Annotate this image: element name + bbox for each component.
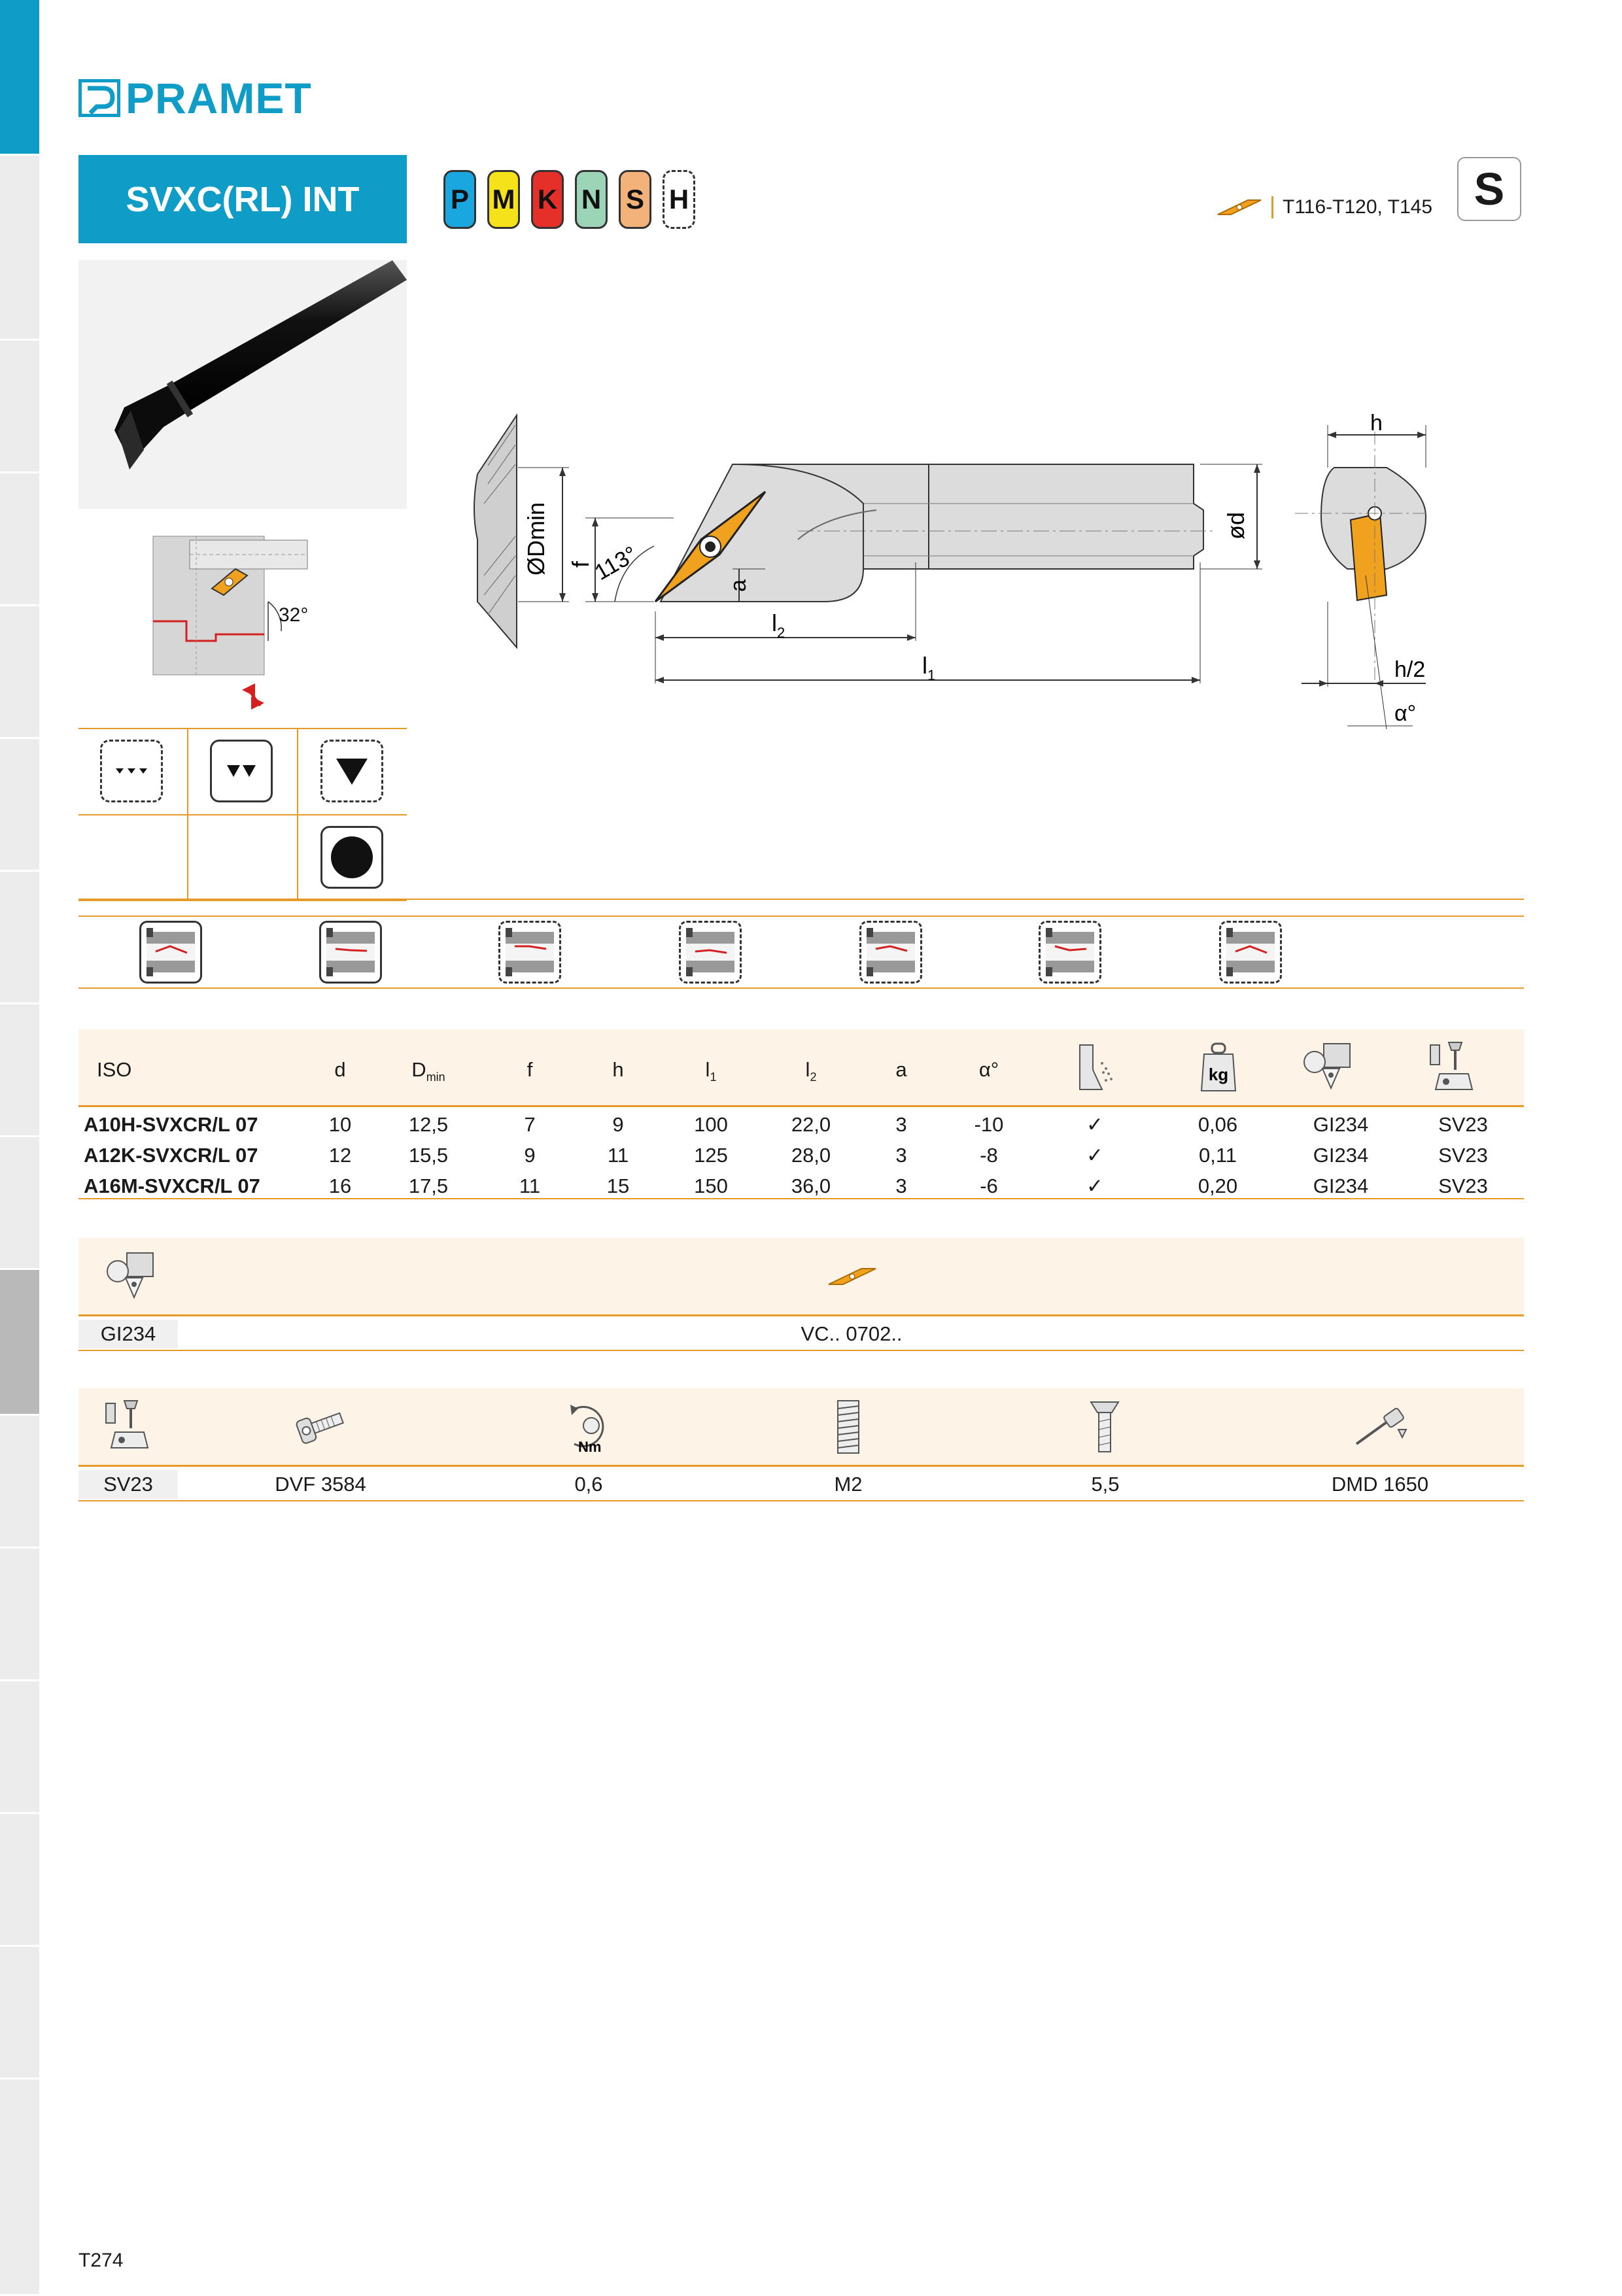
col-l1-label: l	[705, 1058, 710, 1081]
table-cell-f: 11	[519, 1174, 541, 1197]
table-cell-l2: 36,0	[791, 1174, 831, 1197]
grid-line	[78, 728, 407, 729]
table-cell-l1: 150	[694, 1174, 728, 1197]
col-l1-sub: 1	[710, 1071, 717, 1084]
table-bottom-rule	[78, 1198, 1524, 1199]
separator	[1271, 196, 1273, 218]
side-tab	[0, 341, 39, 473]
alpha-dimension-label: α°	[1394, 701, 1417, 726]
d-dimension-label: ød	[1222, 511, 1249, 540]
brand-logo	[78, 73, 312, 123]
table-cell-coolant: ✓	[1086, 1144, 1103, 1167]
insert-shape-icon	[1216, 197, 1262, 217]
page-number: T274	[78, 2250, 124, 2271]
key-value: DMD 1650	[1331, 1473, 1429, 1496]
col-l2	[806, 1058, 817, 1084]
svg-text:l2	[772, 609, 785, 641]
coolant-icon	[1076, 1044, 1115, 1091]
side-tab	[0, 1681, 39, 1814]
table-cell-coolant: ✓	[1086, 1113, 1103, 1136]
brand-name: PRAMET	[126, 74, 312, 122]
a-dimension-label: a	[726, 579, 751, 592]
table-cell-a: 3	[895, 1144, 907, 1167]
taper-bore-icon	[679, 921, 742, 984]
table-cell-alpha: -8	[980, 1144, 998, 1167]
back-boring-icon	[859, 921, 922, 984]
shim-code: GI234	[78, 1320, 178, 1348]
material-group-s: S	[619, 170, 651, 229]
col-h: h	[612, 1058, 624, 1081]
table-cell-l2: 22,0	[791, 1113, 831, 1136]
table-cell-a: 3	[895, 1113, 907, 1136]
spare-parts-icon	[105, 1399, 152, 1452]
l2-subscript: 2	[777, 625, 785, 641]
insert-reference	[1216, 196, 1432, 218]
angle-32-label: 32°	[279, 604, 309, 626]
face-boring-icon	[139, 921, 202, 984]
material-groups	[443, 170, 695, 229]
table-cell-h: 11	[607, 1144, 629, 1167]
table-cell-h: 9	[612, 1113, 624, 1136]
side-tab-active	[0, 0, 39, 156]
screw-length-icon	[1088, 1399, 1121, 1456]
material-group-p: P	[443, 170, 476, 229]
shim-icon	[1302, 1042, 1354, 1092]
spare-code: SV23	[78, 1470, 178, 1499]
table-cell-iso: A16M-SVXCR/L 07	[84, 1174, 260, 1197]
shim-header-rule	[78, 1314, 1524, 1316]
shim-icon	[105, 1252, 157, 1301]
side-tab	[0, 1416, 39, 1549]
table-cell-sv: SV23	[1438, 1144, 1488, 1167]
material-group-m: M	[487, 170, 520, 229]
insert-pages: T116-T120, T145	[1283, 196, 1433, 218]
table-header-rule	[78, 1105, 1524, 1107]
col-iso: ISO	[97, 1058, 132, 1081]
product-photo	[78, 260, 407, 509]
col-d: d	[334, 1058, 346, 1081]
grid-line	[78, 900, 407, 901]
torque-icon-label: Nm	[578, 1439, 602, 1455]
blind-bore-icon	[498, 921, 561, 984]
table-cell-a: 3	[895, 1174, 907, 1197]
table-cell-dmin: 15,5	[408, 1144, 449, 1167]
spare-header-rule	[78, 1465, 1524, 1467]
h2-dimension-label: h/2	[1394, 657, 1426, 682]
pramet-logo-icon	[78, 79, 120, 117]
side-tab	[0, 872, 39, 1004]
l1-subscript: 1	[927, 667, 936, 683]
side-tab	[0, 156, 39, 341]
table-cell-f: 9	[524, 1144, 536, 1167]
col-dmin-label: D	[411, 1058, 426, 1081]
heavy-cut-icon	[320, 740, 383, 802]
side-tab	[0, 1137, 39, 1270]
col-f: f	[526, 1058, 533, 1081]
side-tab	[0, 1549, 39, 1681]
bore-turning-icon	[1039, 921, 1101, 984]
thread-icon	[834, 1399, 863, 1454]
table-cell-f: 7	[524, 1113, 536, 1136]
table-cell-h: 15	[606, 1174, 630, 1197]
section-badge: S	[1457, 157, 1521, 221]
col-l1	[706, 1058, 717, 1084]
f-dimension-label: f	[567, 560, 594, 568]
table-cell-dmin: 12,5	[408, 1113, 449, 1136]
col-a: a	[895, 1058, 907, 1081]
torque-icon	[560, 1399, 615, 1456]
table-cell-sv: SV23	[1438, 1174, 1488, 1197]
feed-direction-icon	[242, 683, 264, 710]
col-alpha: α°	[978, 1058, 999, 1081]
table-cell-iso: A12K-SVXCR/L 07	[84, 1144, 258, 1167]
col-l2-label: l	[805, 1058, 810, 1081]
table-cell-l1: 100	[694, 1113, 728, 1136]
side-tab	[0, 2080, 39, 2296]
light-cut-icon	[100, 740, 163, 802]
shim-bottom-rule	[78, 1350, 1524, 1351]
op-strip-inner-rule	[78, 916, 1524, 917]
screw-value: DVF 3584	[275, 1473, 366, 1496]
material-group-n: N	[575, 170, 608, 229]
l1-dimension-label: l	[922, 652, 927, 679]
torque-value: 0,6	[574, 1473, 603, 1496]
table-cell-alpha: -6	[980, 1174, 998, 1197]
boring-bar-photo	[78, 260, 407, 509]
through-bore-icon	[1219, 921, 1282, 984]
table-cell-dmin: 17,5	[408, 1174, 449, 1197]
weight-icon-label: kg	[1208, 1065, 1229, 1084]
side-tab	[0, 1814, 39, 1947]
insert-geometry-grid	[78, 728, 407, 901]
col-dmin	[411, 1058, 445, 1084]
table-cell-weight: 0,06	[1198, 1113, 1238, 1136]
table-cell-alpha: -10	[974, 1113, 1004, 1136]
table-cell-coolant: ✓	[1086, 1174, 1103, 1197]
side-tab	[0, 1004, 39, 1137]
table-cell-weight: 0,20	[1198, 1174, 1238, 1197]
table-cell-d: 16	[328, 1174, 352, 1197]
op-strip-top-rule	[78, 899, 1524, 900]
l2-dimension-label: l	[772, 609, 777, 636]
profile-boring-icon	[319, 921, 382, 984]
col-l2-sub: 2	[810, 1071, 817, 1084]
wrench-key-icon	[1353, 1406, 1409, 1449]
dmin-dimension-label: ØDmin	[523, 502, 549, 575]
medium-cut-icon	[210, 740, 273, 802]
material-group-k: K	[531, 170, 564, 229]
h-dimension-label: h	[1370, 411, 1383, 436]
table-cell-gi: GI234	[1313, 1113, 1369, 1136]
shim-section-header	[78, 1238, 1524, 1316]
side-tab-section	[0, 1270, 39, 1416]
grid-line	[78, 814, 407, 815]
shim-insert-value: VC.. 0702..	[801, 1322, 903, 1345]
side-tab	[0, 739, 39, 872]
insert-shape-icon	[827, 1266, 877, 1287]
col-dmin-sub: min	[426, 1071, 445, 1084]
table-cell-sv: SV23	[1438, 1113, 1488, 1136]
clearance-diagram	[150, 523, 320, 719]
table-cell-gi: GI234	[1313, 1144, 1369, 1167]
table-cell-d: 12	[328, 1144, 352, 1167]
svg-text:l1	[922, 652, 935, 683]
side-tab-strip	[0, 0, 39, 2294]
table-cell-d: 10	[328, 1113, 352, 1136]
thread-value: M2	[834, 1473, 863, 1496]
table-cell-gi: GI234	[1313, 1174, 1369, 1197]
round-insert-icon	[320, 826, 383, 889]
spare-bottom-rule	[78, 1500, 1524, 1501]
table-cell-iso: A10H-SVXCR/L 07	[84, 1113, 258, 1136]
side-tab	[0, 1947, 39, 2080]
table-cell-l1: 125	[694, 1144, 728, 1167]
grid-line	[297, 728, 298, 901]
angle-113-label: 113°	[591, 541, 642, 585]
clamp-screw-icon	[294, 1406, 347, 1445]
material-group-h: H	[663, 170, 695, 229]
spare-parts-icon	[1429, 1041, 1476, 1093]
side-tab	[0, 606, 39, 739]
mounting-diagram	[150, 523, 320, 719]
length-value: 5,5	[1091, 1473, 1120, 1496]
weight-icon	[1200, 1042, 1237, 1092]
table-cell-l2: 28,0	[791, 1144, 831, 1167]
op-strip-bottom-rule	[78, 987, 1524, 989]
product-title: SVXC(RL) INT	[78, 155, 407, 243]
table-cell-weight: 0,11	[1198, 1144, 1237, 1167]
grid-line	[187, 728, 188, 901]
side-tab	[0, 473, 39, 606]
technical-drawing	[458, 405, 1517, 745]
